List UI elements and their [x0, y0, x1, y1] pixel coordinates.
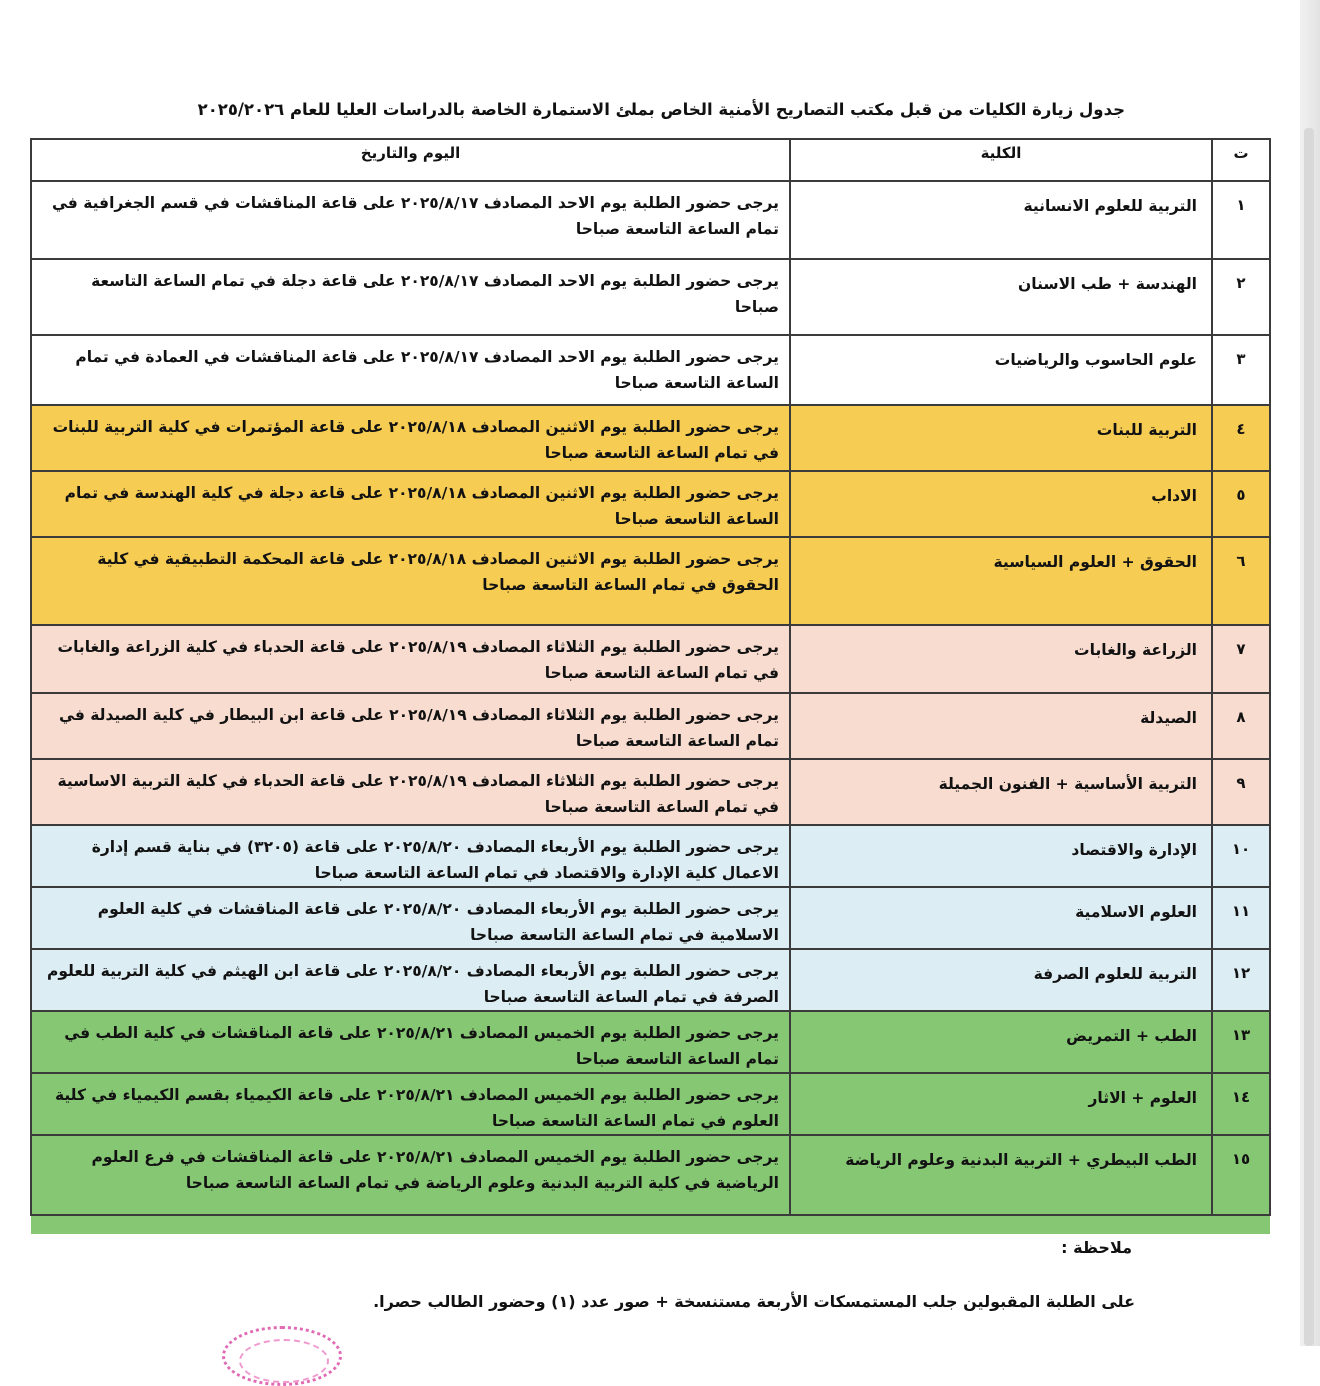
table-row	[31, 825, 1270, 887]
visit-date-text: يرجى حضور الطلبة يوم الثلاثاء المصادف ٢٠٢٥/٨/١٩ على قاعة ابن البيطار في كلية الصيدلة في تمام الساعة التاسعة صباحا	[31, 693, 790, 759]
footer-strip-cell	[31, 1215, 1270, 1234]
row-number: ١٤	[1212, 1073, 1270, 1135]
college-name: علوم الحاسوب والرياضيات	[790, 335, 1212, 405]
visit-date-text: يرجى حضور الطلبة يوم الثلاثاء المصادف ٢٠٢٥/٨/١٩ على قاعة الحدباء في كلية التربية الاساسية في تمام الساعة التاسعة صباحا	[31, 759, 790, 825]
visit-date-text: يرجى حضور الطلبة يوم الخميس المصادف ٢٠٢٥/٨/٢١ على قاعة المناقشات في فرع العلوم الرياضية في كلية التربية البدنية وعلوم الرياضة في تمام الساعة التاسعة صباحا	[31, 1135, 790, 1215]
row-number: ١١	[1212, 887, 1270, 949]
college-name: الإدارة والاقتصاد	[790, 825, 1212, 887]
table-row	[31, 887, 1270, 949]
row-number: ٩	[1212, 759, 1270, 825]
table-row	[31, 1073, 1270, 1135]
college-name: الطب + التمريض	[790, 1011, 1212, 1073]
table-row	[31, 1011, 1270, 1073]
college-name: العلوم + الاثار	[790, 1073, 1212, 1135]
row-number: ١٠	[1212, 825, 1270, 887]
table-footer-strip	[31, 1215, 1270, 1234]
table-row	[31, 405, 1270, 471]
table-row	[31, 759, 1270, 825]
college-name: التربية للعلوم الصرفة	[790, 949, 1212, 1011]
row-number: ٢	[1212, 259, 1270, 335]
college-name: التربية الأساسية + الفنون الجميلة	[790, 759, 1212, 825]
row-number: ١٥	[1212, 1135, 1270, 1215]
row-number: ٥	[1212, 471, 1270, 537]
college-name: الاداب	[790, 471, 1212, 537]
visit-date-text: يرجى حضور الطلبة يوم الخميس المصادف ٢٠٢٥/٨/٢١ على قاعة الكيمياء بقسم الكيمياء في كلية العلوم في تمام الساعة التاسعة صباحا	[31, 1073, 790, 1135]
scrollbar-thumb[interactable]	[1304, 128, 1314, 1346]
table-body	[31, 181, 1270, 1234]
row-number: ٧	[1212, 625, 1270, 693]
row-number: ٦	[1212, 537, 1270, 625]
table-row	[31, 1135, 1270, 1215]
table-row	[31, 693, 1270, 759]
row-number: ٨	[1212, 693, 1270, 759]
row-number: ١٢	[1212, 949, 1270, 1011]
visit-date-text: يرجى حضور الطلبة يوم الأربعاء المصادف ٢٠٢٥/٨/٢٠ على قاعة المناقشات في كلية العلوم الاسلامية في تمام الساعة التاسعة صباحا	[31, 887, 790, 949]
college-name: التربية للبنات	[790, 405, 1212, 471]
table-row	[31, 949, 1270, 1011]
college-name: العلوم الاسلامية	[790, 887, 1212, 949]
note-label: ملاحظة :	[1061, 1238, 1132, 1257]
visit-date-text: يرجى حضور الطلبة يوم الثلاثاء المصادف ٢٠٢٥/٨/١٩ على قاعة الحدباء في كلية الزراعة والغابات في تمام الساعة التاسعة صباحا	[31, 625, 790, 693]
table-row	[31, 625, 1270, 693]
table-row	[31, 537, 1270, 625]
college-name: الطب البيطري + التربية البدنية وعلوم الرياضة	[790, 1135, 1212, 1215]
visit-date-text: يرجى حضور الطلبة يوم الأربعاء المصادف ٢٠٢٥/٨/٢٠ على قاعة ابن الهيثم في كلية التربية للعلوم الصرفة في تمام الساعة التاسعة صباحا	[31, 949, 790, 1011]
college-name: التربية للعلوم الانسانية	[790, 181, 1212, 259]
visit-date-text: يرجى حضور الطلبة يوم الاحد المصادف ٢٠٢٥/٨/١٧ على قاعة المناقشات في العمادة في تمام الساعة التاسعة صباحا	[31, 335, 790, 405]
college-name: الهندسة + طب الاسنان	[790, 259, 1212, 335]
row-number: ١٣	[1212, 1011, 1270, 1073]
table-row	[31, 471, 1270, 537]
header-college: الكلية	[790, 139, 1212, 181]
table-row	[31, 259, 1270, 335]
visit-date-text: يرجى حضور الطلبة يوم الاثنين المصادف ٢٠٢٥/٨/١٨ على قاعة دجلة في كلية الهندسة في تمام الساعة التاسعة صباحا	[31, 471, 790, 537]
college-name: الحقوق + العلوم السياسية	[790, 537, 1212, 625]
scrollbar[interactable]	[1300, 0, 1320, 1346]
header-date: اليوم والتاريخ	[31, 139, 790, 181]
header-num: ت	[1212, 139, 1270, 181]
row-number: ٤	[1212, 405, 1270, 471]
stamp-seal	[222, 1326, 342, 1386]
visit-date-text: يرجى حضور الطلبة يوم الاحد المصادف ٢٠٢٥/٨/١٧ على قاعة المناقشات في قسم الجغرافية في تمام الساعة التاسعة صباحا	[31, 181, 790, 259]
table-header-row	[31, 139, 1270, 181]
schedule-table	[30, 138, 1271, 1234]
college-name: الزراعة والغابات	[790, 625, 1212, 693]
row-number: ١	[1212, 181, 1270, 259]
visit-date-text: يرجى حضور الطلبة يوم الاثنين المصادف ٢٠٢٥/٨/١٨ على قاعة المؤتمرات في كلية التربية للبنات في تمام الساعة التاسعة صباحا	[31, 405, 790, 471]
document-title: جدول زيارة الكليات من قبل مكتب التصاريح الأمنية الخاص بملئ الاستمارة الخاصة بالدراسات العليا للعام ٢٠٢٥/٢٠٢٦	[197, 100, 1125, 119]
table-row	[31, 181, 1270, 259]
visit-date-text: يرجى حضور الطلبة يوم الاحد المصادف ٢٠٢٥/٨/١٧ على قاعة دجلة في تمام الساعة التاسعة صباحا	[31, 259, 790, 335]
college-name: الصيدلة	[790, 693, 1212, 759]
table-row	[31, 335, 1270, 405]
row-number: ٣	[1212, 335, 1270, 405]
visit-date-text: يرجى حضور الطلبة يوم الاثنين المصادف ٢٠٢٥/٨/١٨ على قاعة المحكمة التطبيقية في كلية الحقوق في تمام الساعة التاسعة صباحا	[31, 537, 790, 625]
visit-date-text: يرجى حضور الطلبة يوم الخميس المصادف ٢٠٢٥/٨/٢١ على قاعة المناقشات في كلية الطب في تمام الساعة التاسعة صباحا	[31, 1011, 790, 1073]
visit-date-text: يرجى حضور الطلبة يوم الأربعاء المصادف ٢٠٢٥/٨/٢٠ على قاعة (٣٢٠٥) في بناية قسم إدارة الاعمال كلية الإدارة والاقتصاد في تمام الساعة التاسعة صباحا	[31, 825, 790, 887]
note-text: على الطلبة المقبولين جلب المستمسكات الأربعة مستنسخة + صور عدد (١) وحضور الطالب حصرا.	[373, 1292, 1135, 1311]
